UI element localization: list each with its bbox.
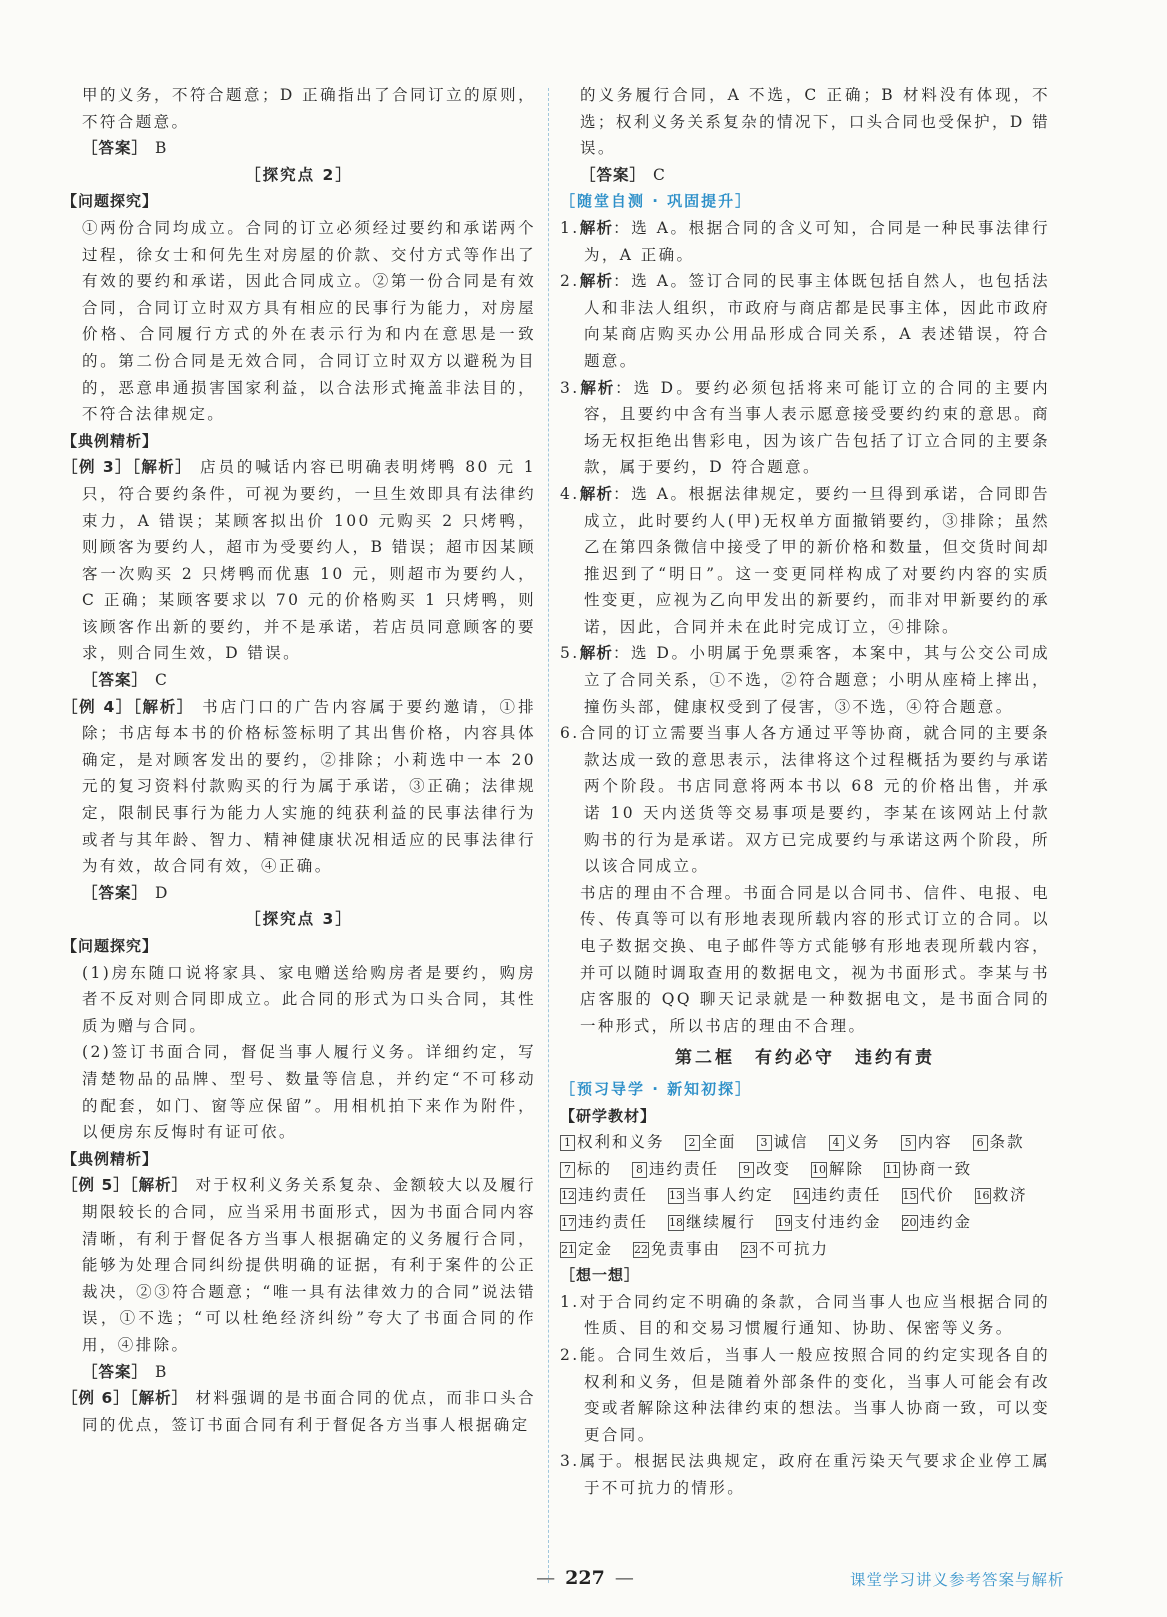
number-box: 7 bbox=[560, 1162, 575, 1178]
grid-entry-text: 支付违约金 bbox=[794, 1212, 882, 1231]
number-box: 23 bbox=[742, 1242, 757, 1256]
example-analysis bbox=[62, 1172, 536, 1358]
grid-entry-text: 内容 bbox=[917, 1133, 953, 1152]
example-text: 店员的喊话内容已明确表明烤鸭 80 元 1 只，符合要约条件，可视为要约，一旦生效即具有法律约束力，A 错误；某顾客拟出价 100 元购买 2 只烤鸭，则顾客为要约人，超市为受要约人，B 错误；超市因某顾客一次购买 2 只烤鸭而优惠 10 元，则超市为要约人，C 正确；某顾客要求以 70 元的价格购买 1 只烤鸭，则该顾客作出新的要约，并不是承诺，若店员同意顾客的要求，则合同生效，D 错误。 bbox=[82, 458, 536, 663]
section-heading: 【问题探究】 bbox=[62, 937, 159, 955]
number-box: 12 bbox=[561, 1189, 575, 1203]
section-heading: 【问题探究】 bbox=[62, 192, 159, 211]
grid-entry bbox=[741, 1236, 829, 1263]
number-box: 16 bbox=[975, 1189, 990, 1203]
dash-left: — bbox=[536, 1567, 556, 1589]
item-text: ：选 A。根据合同的含义可知，合同是一种民事法律行为，A 正确。 bbox=[584, 218, 1050, 264]
example-text: 材料强调的是书面合同的优点，而非口头合同的优点，签订书面合同有利于督促各方当事人根据确定 bbox=[82, 1389, 537, 1434]
grid-entry-text: 违约责任 bbox=[649, 1159, 720, 1178]
number-box: 6 bbox=[973, 1135, 988, 1151]
number-box: 20 bbox=[902, 1215, 917, 1229]
grid-entry bbox=[902, 1182, 955, 1209]
grid-entry bbox=[632, 1156, 719, 1183]
grid-entry bbox=[975, 1182, 1028, 1209]
grid-entry-text: 免责事由 bbox=[651, 1239, 722, 1258]
paragraph: 的义务履行合同，A 不选，C 正确；B 材料没有体现，不选；权利义务关系复杂的情况下，口头合同也受保护，D 错误。 bbox=[580, 86, 1050, 158]
answer-label: ［答案］ bbox=[82, 1362, 149, 1381]
answer-item bbox=[560, 1448, 1050, 1501]
answer-line bbox=[560, 162, 1050, 189]
example-label: ［例 6］［解析］ bbox=[62, 1389, 189, 1408]
number-box: 11 bbox=[885, 1162, 900, 1176]
paragraph: 书店的理由不合理。书面合同是以合同书、信件、电报、电传、传真等可以有形地表现所载内容的形式订立的合同。以电子数据交换、电子邮件等方式能够有形地表现所载内容，并可以随时调取查用的数据电文，视为书面形式。李某与书店客服的 QQ 聊天记录就是一种数据电文，是书面合同的一种形式，所以书店的理由不合理。 bbox=[580, 883, 1050, 1035]
grid-entry-text: 违约责任 bbox=[811, 1186, 882, 1205]
number-box: 17 bbox=[561, 1215, 575, 1229]
answer-line bbox=[62, 667, 536, 694]
item-number: 1. bbox=[560, 218, 580, 237]
number-box: 18 bbox=[669, 1215, 684, 1229]
grid-entry bbox=[794, 1182, 882, 1209]
answer-item bbox=[560, 215, 1050, 268]
grid-entry bbox=[811, 1156, 864, 1183]
number-box: 1 bbox=[560, 1135, 575, 1151]
lesson-title: 第二框 有约必守 违约有责 bbox=[675, 1048, 935, 1069]
section-heading: 【研学教材】 bbox=[560, 1106, 657, 1125]
grid-entry-text: 当事人约定 bbox=[686, 1186, 774, 1205]
item-number: 2. bbox=[560, 1345, 580, 1364]
answer-label: ［答案］ bbox=[82, 671, 149, 690]
page-number bbox=[495, 1567, 675, 1589]
item-text: ：选 D。小明属于免票乘客，本案中，其与公交公司成立了合同关系，①不选，②符合题意；小明从座椅上摔出，撞伤头部，健康权受到了侵害，③不选，④符合题意。 bbox=[584, 644, 1050, 716]
item-lead: 解析 bbox=[579, 272, 614, 291]
grid-entry-text: 条款 bbox=[989, 1133, 1025, 1152]
item-text: 能。合同生效后，当事人一般应按照合同的约定实现各自的权利和义务，但是随着外部条件的变化，当事人可能会有改变或者解除这种法律约束的想法。当事人协商一致，可以变更合同。 bbox=[579, 1345, 1050, 1444]
answer-value: D bbox=[154, 883, 170, 902]
grid-entry bbox=[560, 1209, 648, 1236]
example-analysis bbox=[62, 1385, 536, 1438]
dash-right: — bbox=[614, 1567, 634, 1589]
answer-value: B bbox=[154, 1362, 169, 1381]
item-lead: 解析 bbox=[579, 484, 614, 503]
item-lead: 解析 bbox=[579, 378, 616, 397]
item-number: 3. bbox=[560, 1452, 580, 1471]
subsection-heading bbox=[62, 906, 536, 933]
grid-entry bbox=[739, 1156, 791, 1183]
answer-item bbox=[560, 375, 1050, 481]
example-text: 对于权利义务关系复杂、金额较大以及履行期限较长的合同，应当采用书面形式，因为书面合同内容清晰，有利于督促各方当事人根据确定的义务履行合同，能够为处理合同纠纷提供明确的证据，有利于案件的公正裁决，②③符合题意；“唯一具有法律效力的合同”说法错误，①不选；“可以杜绝经济纠纷”夸大了书面合同的作用，④排除。 bbox=[82, 1176, 537, 1354]
number-box: 21 bbox=[561, 1242, 575, 1256]
grid-entry-text: 权利和义务 bbox=[577, 1133, 665, 1152]
answer-item bbox=[560, 481, 1050, 641]
item-text: 属于。根据民法典规定，政府在重污染天气要求企业停工属于不可抗力的情形。 bbox=[579, 1452, 1050, 1497]
number-box: 15 bbox=[902, 1189, 917, 1203]
grid-entry bbox=[973, 1129, 1025, 1156]
left-column bbox=[62, 82, 536, 1438]
paragraph: 甲的义务，不符合题意；D 正确指出了合同订立的原则，不符合题意。 bbox=[82, 86, 536, 131]
answer-item bbox=[560, 720, 1050, 880]
grid-entry bbox=[668, 1209, 756, 1236]
grid-entry-text: 继续履行 bbox=[686, 1212, 757, 1231]
grid-entry bbox=[829, 1129, 881, 1156]
item-lead: 解析 bbox=[579, 218, 614, 237]
grid-entry-text: 义务 bbox=[845, 1133, 881, 1152]
grid-entry bbox=[757, 1129, 809, 1156]
item-text: 合同的订立需要当事人各方通过平等协商，就合同的主要条款达成一致的意思表示，法律将这个过程概括为要约与承诺两个阶段。书店同意将两本书以 68 元的价格出售，并承诺 10 天内送货等交易事项是要约，李某在该网站上付款购书的行为是承诺。双方已完成要约与承诺这两个阶段，所以该合同成立。 bbox=[579, 724, 1050, 876]
item-text: ：选 A。根据法律规定，要约一旦得到承诺，合同即告成立，此时要约人(甲)无权单方面撤销要约，③排除；虽然乙在第四条微信中接受了甲的新价格和数量，但交货时间却推迟到了“明日”。这一变更同样构成了对要约内容的实质性变更，应视为乙向甲发出的新要约，而非对甲新要约的承诺，因此，合同并未在此时完成订立，④排除。 bbox=[584, 484, 1050, 636]
example-label: ［例 3］［解析］ bbox=[62, 458, 193, 477]
grid-entry bbox=[560, 1156, 612, 1183]
paragraph: (1)房东随口说将家具、家电赠送给购房者是要约，购房者不反对则合同即成立。此合同的形式为口头合同，其性质为赠与合同。 bbox=[82, 963, 536, 1035]
item-number: 6. bbox=[560, 724, 580, 743]
answer-value: B bbox=[154, 139, 169, 158]
book-title: 课堂学习讲义参考答案与解析 bbox=[850, 1571, 1065, 1589]
answer-label: ［答案］ bbox=[580, 165, 647, 184]
answer-value: C bbox=[154, 671, 169, 690]
section-tag: ［随堂自测 · 巩固提升］ bbox=[560, 192, 753, 211]
paragraph: (2)签订书面合同，督促当事人履行义务。详细约定，写清楚物品的品牌、型号、数量等信息，并约定“不可移动的配套，如门、窗等应保留”。用相机拍下来作为附件，以便房东反悔时有证可依。 bbox=[82, 1043, 536, 1142]
grid-entry-text: 标的 bbox=[577, 1159, 613, 1178]
column-divider bbox=[548, 88, 549, 1583]
item-text: 对于合同约定不明确的条款，合同当事人也应当根据合同的性质、目的和交易习惯履行通知、协助、保密等义务。 bbox=[579, 1292, 1050, 1338]
answer-value: C bbox=[652, 165, 667, 184]
number-box: 10 bbox=[812, 1162, 827, 1176]
answer-line bbox=[62, 880, 536, 907]
answer-item bbox=[560, 1342, 1050, 1448]
item-text: ：选 A。签订合同的民事主体既包括自然人，也包括法人和非法人组织，市政府与商店都是民事主体，因此市政府向某商店购买办公用品形成合同关系，A 表述错误，符合题意。 bbox=[584, 272, 1050, 370]
grid-entry-text: 违约责任 bbox=[578, 1212, 649, 1231]
section-heading: ［想一想］ bbox=[560, 1266, 641, 1285]
answer-item bbox=[560, 1289, 1050, 1342]
grid-entry bbox=[560, 1182, 648, 1209]
grid-entry bbox=[685, 1129, 737, 1156]
subsection-heading-text: ［探究点 2］ bbox=[245, 165, 353, 184]
item-lead: 解析 bbox=[579, 644, 613, 663]
item-number: 5. bbox=[560, 644, 580, 663]
grid-entry-text: 协商一致 bbox=[902, 1159, 973, 1178]
grid-entry-text: 解除 bbox=[829, 1159, 865, 1178]
grid-entry-text: 代价 bbox=[919, 1186, 955, 1205]
grid-entry bbox=[668, 1182, 774, 1209]
grid-entry bbox=[901, 1129, 953, 1156]
grid-entry-text: 违约金 bbox=[919, 1212, 973, 1231]
grid-entry bbox=[776, 1209, 882, 1236]
item-number: 2. bbox=[560, 272, 580, 291]
grid-entry bbox=[884, 1156, 972, 1183]
item-number: 3. bbox=[560, 378, 580, 397]
item-text: ：选 D。要约必须包括将来可能订立的合同的主要内容，且要约中含有当事人表示愿意接受要约约束的意思。商场无权拒绝出售彩电，因为该广告包括了订立合同的主要条款，属于要约，D 符合题意。 bbox=[584, 378, 1050, 477]
paragraph: ①两份合同均成立。合同的订立必须经过要约和承诺两个过程，徐女士和何先生对房屋的价款、交付方式等作出了有效的要约和承诺，因此合同成立。②第一份合同是有效合同，合同订立时双方具有相应的民事行为能力，对房屋价格、合同履行方式的外在表示行为和内在意思是一致的。第二份合同是无效合同，合同订立时双方以避税为目的，恶意串通损害国家利益，以合法形式掩盖非法目的，不符合法律规定。 bbox=[82, 218, 536, 424]
item-number: 4. bbox=[560, 484, 580, 503]
number-box: 8 bbox=[632, 1162, 647, 1178]
number-box: 9 bbox=[739, 1162, 754, 1178]
number-box: 14 bbox=[794, 1189, 809, 1203]
answer-line bbox=[62, 1359, 536, 1386]
subsection-heading-text: ［探究点 3］ bbox=[245, 910, 353, 929]
grid-entry bbox=[560, 1236, 613, 1263]
section-tag: ［预习导学 · 新知初探］ bbox=[560, 1079, 753, 1098]
answer-line bbox=[62, 135, 536, 162]
example-analysis bbox=[62, 454, 536, 667]
number-box: 13 bbox=[669, 1189, 684, 1203]
right-column bbox=[560, 82, 1050, 1501]
example-analysis bbox=[62, 694, 536, 880]
number-box: 2 bbox=[685, 1135, 700, 1151]
answer-grid bbox=[560, 1129, 1050, 1262]
grid-entry bbox=[560, 1129, 665, 1156]
grid-entry-text: 不可抗力 bbox=[759, 1239, 830, 1258]
answer-label: ［答案］ bbox=[82, 139, 149, 158]
item-number: 1. bbox=[560, 1292, 580, 1311]
number-box: 5 bbox=[901, 1135, 916, 1151]
answer-item bbox=[560, 640, 1050, 720]
grid-entry-text: 全面 bbox=[701, 1133, 737, 1152]
subsection-heading bbox=[62, 162, 536, 189]
example-label: ［例 5］［解析］ bbox=[62, 1176, 189, 1195]
grid-entry-text: 违约责任 bbox=[578, 1186, 649, 1205]
grid-entry-text: 诚信 bbox=[773, 1133, 809, 1152]
section-heading: 【典例精析】 bbox=[62, 1149, 159, 1168]
example-text: 书店门口的广告内容属于要约邀请，①排除；书店每本书的价格标签标明了其出售价格，内容具体确定，是对顾客发出的要约，②排除；小莉选中一本 20 元的复习资料付款购买的行为属于承诺，③正确；法律规定，限制民事行为能力人实施的纯获利益的民事法律行为或者与其年龄、智力、精神健康状况相适应的民事法律行为有效，故合同有效，④正确。 bbox=[82, 697, 536, 876]
answer-label: ［答案］ bbox=[82, 883, 149, 902]
grid-entry-text: 定金 bbox=[578, 1239, 614, 1258]
number-box: 3 bbox=[757, 1135, 772, 1151]
section-heading: 【典例精析】 bbox=[62, 431, 159, 450]
answer-item bbox=[560, 268, 1050, 374]
grid-entry bbox=[633, 1236, 721, 1263]
grid-entry bbox=[902, 1209, 973, 1236]
page-number-text: 227 bbox=[565, 1567, 605, 1589]
number-box: 4 bbox=[829, 1135, 844, 1151]
grid-entry-text: 改变 bbox=[756, 1159, 792, 1178]
number-box: 22 bbox=[634, 1242, 649, 1256]
number-box: 19 bbox=[777, 1215, 792, 1229]
example-label: ［例 4］［解析］ bbox=[62, 697, 195, 716]
grid-entry-text: 救济 bbox=[992, 1186, 1028, 1205]
